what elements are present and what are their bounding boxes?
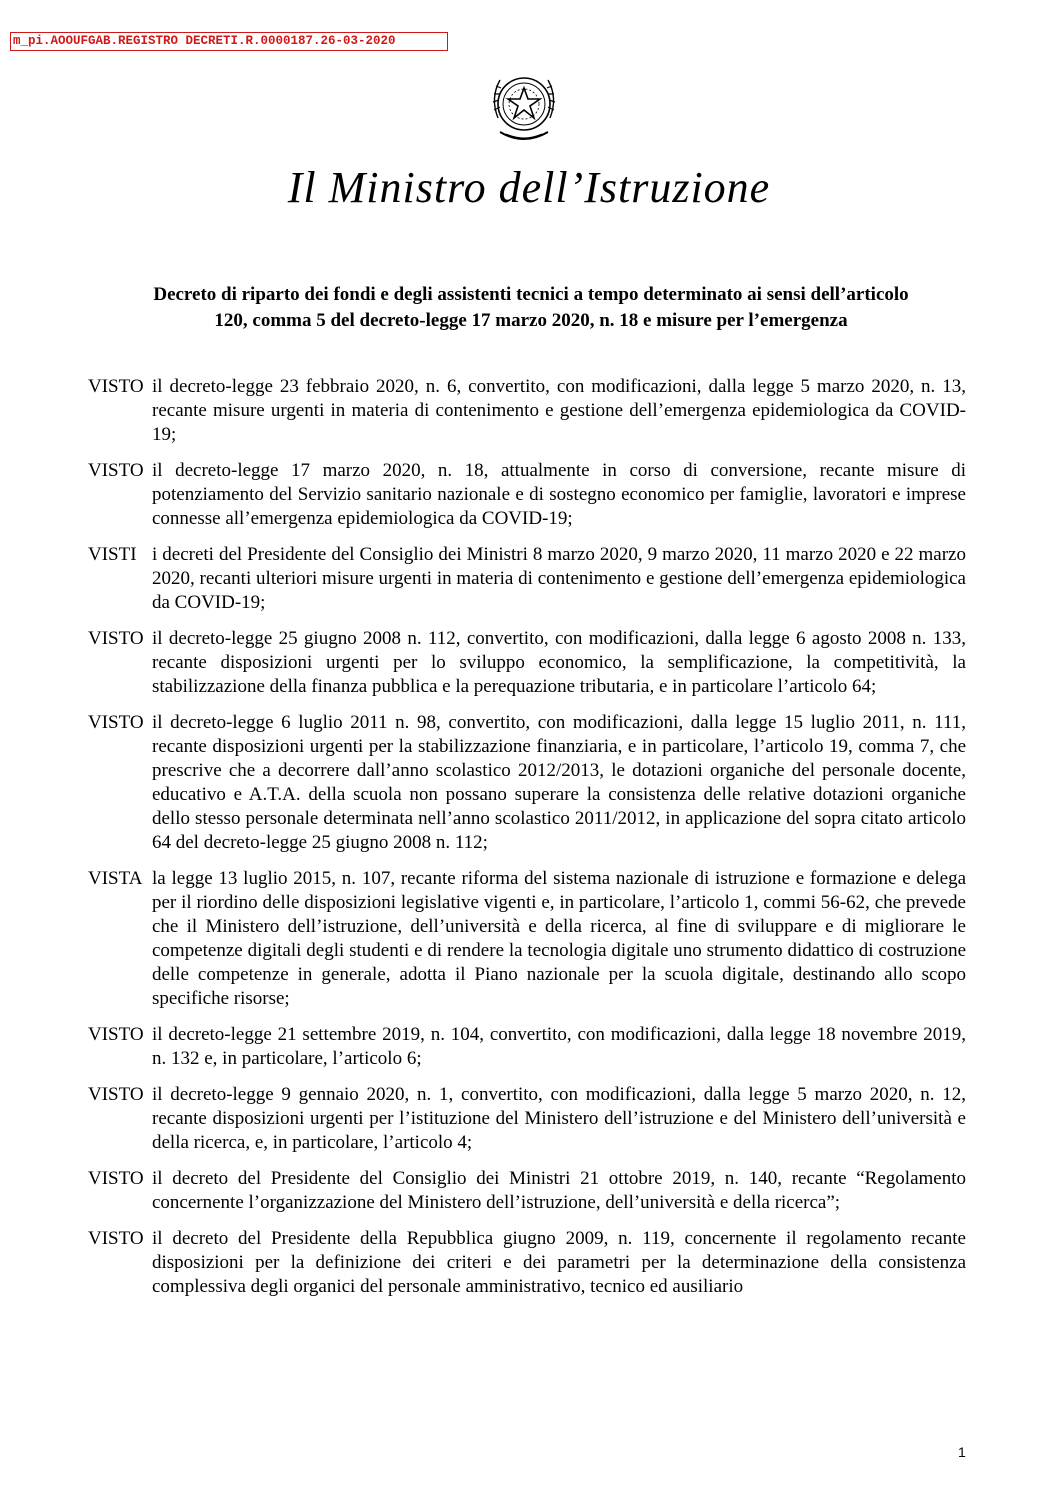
recital-item	[88, 1167, 966, 1215]
recital-item	[88, 1023, 966, 1071]
recital-label: VISTO	[88, 1084, 144, 1105]
recital-text: il decreto-legge 25 giugno 2008 n. 112, convertito, con modificazioni, dalla legge 6 agosto 2008 n. 133, recante disposizioni urgenti per lo sviluppo economico, la semplificazione, la competitività, la stabilizzazione della finanza pubblica e la perequazione tributaria, e in particolare l’articolo 64;	[152, 628, 966, 697]
recital-label: VISTO	[88, 712, 144, 733]
recital-text: il decreto-legge 9 gennaio 2020, n. 1, convertito, con modificazioni, dalla legge 5 marzo 2020, n. 12, recante disposizioni urgenti per l’istituzione del Ministero dell’istruzione e del Ministero dell’università e della ricerca, e, in particolare, l’articolo 4;	[152, 1084, 966, 1153]
recital-item	[88, 543, 966, 615]
recital-text: il decreto-legge 17 marzo 2020, n. 18, attualmente in corso di conversione, recante misure di potenziamento del Servizio sanitario nazionale e di sostegno economico per famiglie, lavoratori e imprese connesse all’emergenza epidemiologica da COVID-19;	[152, 460, 966, 529]
ministry-heading: Il Ministro dell’Istruzione	[287, 163, 771, 212]
recital-item	[88, 1227, 966, 1299]
decree-title	[96, 282, 966, 334]
recitals-list	[88, 375, 966, 1311]
recital-label: VISTO	[88, 1024, 144, 1045]
recital-label: VISTO	[88, 628, 144, 649]
recital-text: il decreto-legge 6 luglio 2011 n. 98, convertito, con modificazioni, dalla legge 15 luglio 2011, n. 111, recante disposizioni urgenti per la stabilizzazione finanziaria, e in particolare, l’articolo 19, comma 7, che prescrive che a decorrere dall’anno scolastico 2012/2013, le dotazioni organiche del personale docente, educativo e A.T.A. della scuola non possano superare la consistenza delle relative dotazioni organiche dello stesso personale determinata nell’anno scolastico 2011/2012, in applicazione del sopra citato articolo 64 del decreto-legge 25 giugno 2008 n. 112;	[152, 712, 966, 853]
recital-item	[88, 1083, 966, 1155]
protocol-stamp: m_pi.AOOUFGAB.REGISTRO DECRETI.R.0000187.26-03-2020	[10, 32, 448, 51]
recital-label: VISTO	[88, 460, 144, 481]
decree-title-line-2: 120, comma 5 del decreto-legge 17 marzo 2020, n. 18 e misure per l’emergenza	[214, 310, 848, 331]
recital-item	[88, 375, 966, 447]
page-number: 1	[958, 1444, 966, 1460]
recital-text: la legge 13 luglio 2015, n. 107, recante riforma del sistema nazionale di istruzione e formazione e delega per il riordino delle disposizioni legislative vigenti e, in particolare, l’articolo 1, commi 56-62, che prevede che il Ministero dell’istruzione, dell’università e della ricerca, al fine di sviluppare e di migliorare le competenze digitali degli studenti e di rendere la tecnologia digitale uno strumento didattico di costruzione delle competenze in generale, adotta il Piano nazionale per la scuola digitale, destinando allo scopo specifiche risorse;	[152, 868, 966, 1009]
italian-republic-emblem	[484, 68, 564, 152]
recital-item	[88, 459, 966, 531]
recital-item	[88, 627, 966, 699]
recital-label: VISTO	[88, 1228, 144, 1249]
recital-text: il decreto del Presidente del Consiglio dei Ministri 21 ottobre 2019, n. 140, recante “Regolamento concernente l’organizzazione del Ministero dell’istruzione, dell’università e della ricerca”;	[152, 1168, 966, 1213]
recital-label: VISTI	[88, 544, 137, 565]
recital-text: i decreti del Presidente del Consiglio dei Ministri 8 marzo 2020, 9 marzo 2020, 11 marzo 2020 e 22 marzo 2020, recanti ulteriori misure urgenti in materia di contenimento e gestione dell’emergenza epidemiologica da COVID-19;	[152, 544, 966, 613]
recital-item	[88, 711, 966, 855]
recital-text: il decreto-legge 21 settembre 2019, n. 104, convertito, con modificazioni, dalla legge 18 novembre 2019, n. 132 e, in particolare, l’articolo 6;	[152, 1024, 966, 1069]
recital-item	[88, 867, 966, 1011]
recital-label: VISTA	[88, 868, 143, 889]
recital-text: il decreto del Presidente della Repubblica giugno 2009, n. 119, concernente il regolamento recante disposizioni per la definizione dei criteri e dei parametri per la determinazione della consistenza complessiva degli organici del personale amministrativo, tecnico ed ausiliario	[152, 1228, 966, 1297]
recital-label: VISTO	[88, 376, 144, 397]
recital-text: il decreto-legge 23 febbraio 2020, n. 6, convertito, con modificazioni, dalla legge 5 marzo 2020, n. 13, recante misure urgenti in materia di contenimento e gestione dell’emergenza epidemiologica da COVID-19;	[152, 376, 966, 445]
recital-label: VISTO	[88, 1168, 144, 1189]
decree-title-line-1: Decreto di riparto dei fondi e degli assistenti tecnici a tempo determinato ai sensi dell’articolo	[153, 284, 909, 305]
